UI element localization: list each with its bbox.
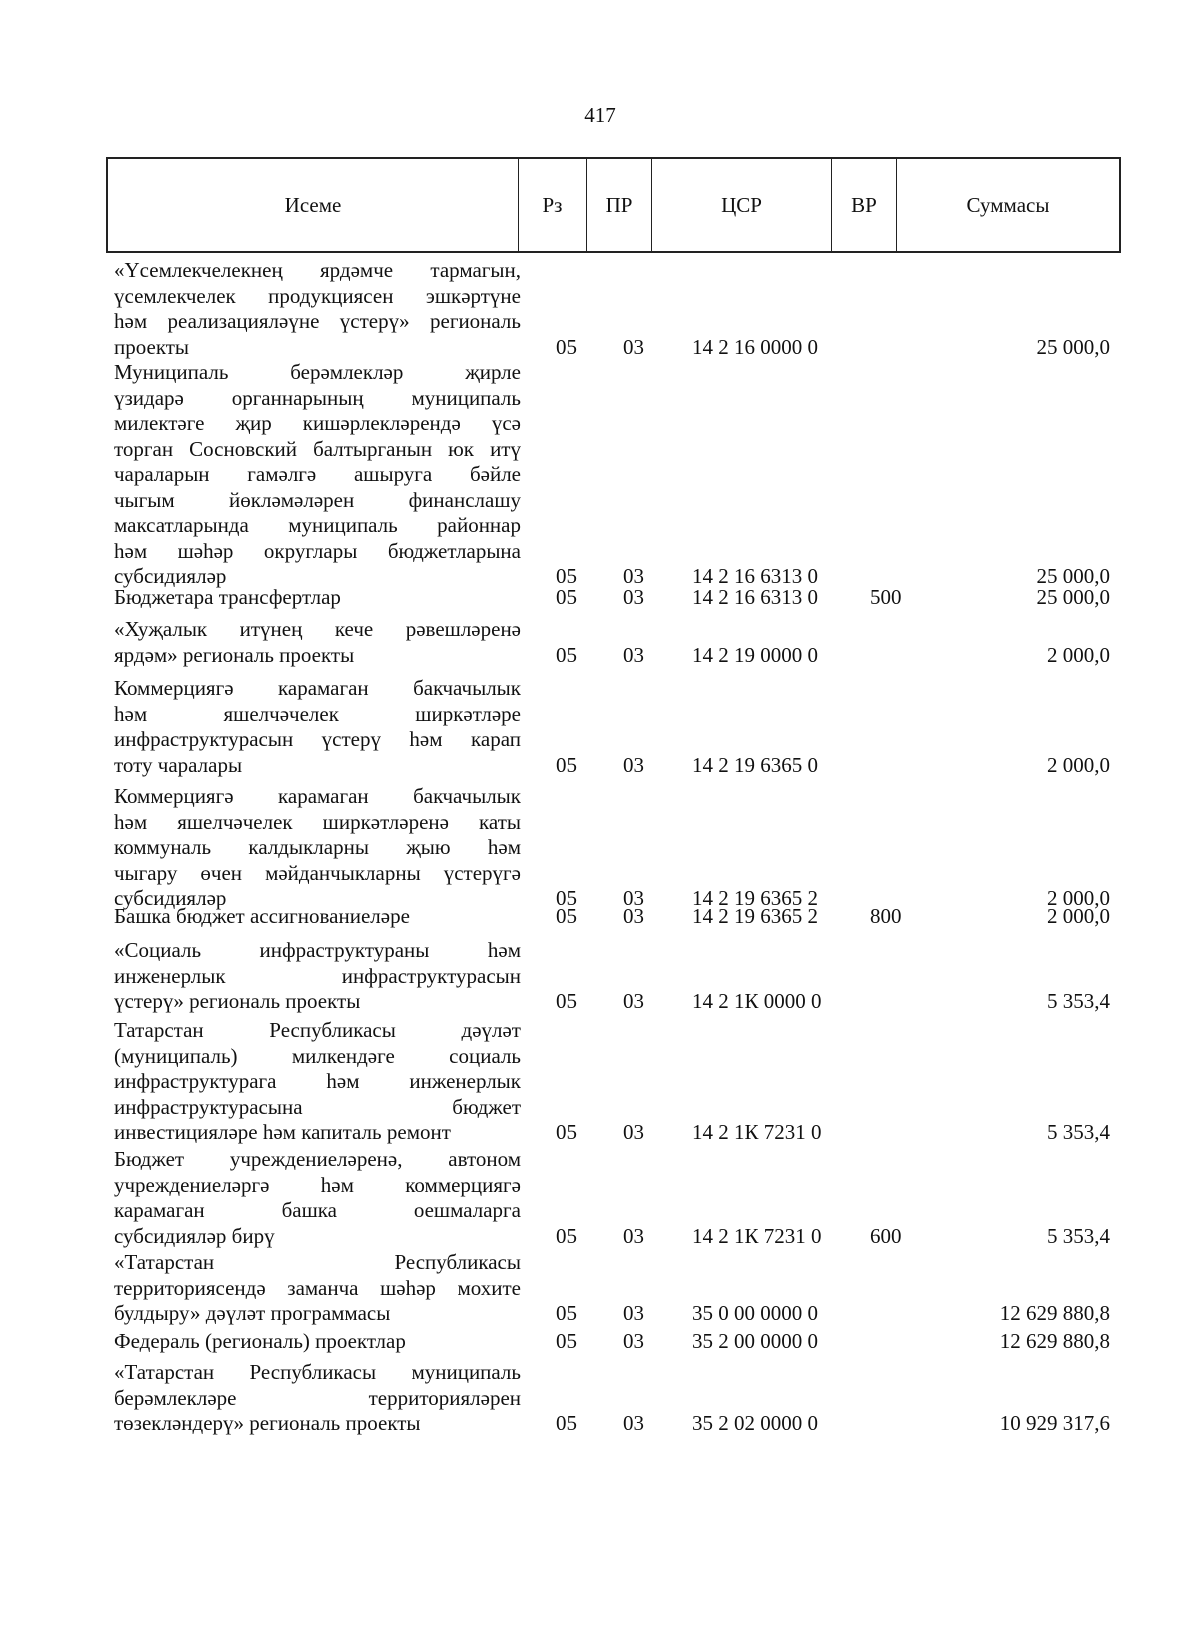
page-number: 417 [584, 103, 616, 127]
row-name-line: Федераль (региональ) проектлар [114, 1329, 406, 1353]
row-rz: 05 [556, 1411, 577, 1435]
row-vr: 500 [870, 585, 902, 609]
row-name-line: Бюджетара трансфертлар [114, 585, 341, 609]
row-name [114, 938, 521, 1015]
row-name [114, 360, 521, 590]
row-name [114, 1250, 521, 1327]
row-name-line: учреждениеләргә һәм коммерциягә [114, 1172, 521, 1197]
row-rz: 05 [556, 334, 577, 359]
header-rz: Рз [518, 159, 586, 251]
row-pr: 03 [623, 989, 644, 1013]
header-sum: Суммасы [896, 159, 1119, 251]
row-name [114, 784, 521, 912]
row-name-line: берәмлекләре территорияләрен [114, 1385, 521, 1410]
row-rz: 05 [556, 585, 577, 609]
row-name-line: территориясендә заманча шәһәр мохите [114, 1275, 521, 1300]
row-sum: 5 353,4 [1047, 1223, 1110, 1248]
row-name-line: «Хуҗалык итүнең кече рәвешләренә [114, 617, 521, 641]
row-csr: 14 2 1К 7231 0 [692, 1223, 822, 1248]
row-pr: 03 [623, 1120, 644, 1144]
row-rz: 05 [556, 1301, 577, 1325]
row-vr [870, 1301, 910, 1327]
row-rz: 05 [556, 989, 577, 1013]
row-rz: 05 [556, 904, 577, 928]
header-vr: ВР [831, 159, 896, 251]
row-csr: 14 2 19 6365 0 [692, 752, 818, 777]
row-sum: 2 000,0 [1047, 886, 1110, 910]
row-rz: 05 [556, 1329, 577, 1353]
row-name-line: субсидияләр [114, 564, 227, 588]
row-name-line: милектәге җир кишәрлекләрендә үсә [114, 411, 521, 435]
row-name-line: инфраструктурага һәм инженерлык [114, 1069, 521, 1093]
row-sum: 2 000,0 [1047, 642, 1110, 667]
row-name-line: карамаган башка оешмаларга [114, 1198, 521, 1222]
row-name-line: үстерү» региональ проекты [114, 989, 361, 1013]
row-name-line: һәм шәһәр округлары бюджетларына [114, 538, 521, 563]
row-vr [870, 989, 910, 1015]
row-pr: 03 [623, 564, 644, 588]
row-name-line: һәм яшелчәчелек ширкәтләре [114, 701, 521, 726]
table-header [106, 157, 1121, 253]
row-sum: 12 629 880,8 [999, 1329, 1110, 1353]
row-sum: 12 629 880,8 [999, 1301, 1110, 1325]
row-name-line: максатларында муниципаль районнар [114, 513, 521, 537]
row-rz: 05 [556, 1120, 577, 1144]
row-vr [870, 643, 910, 669]
row-name-line: Коммерциягә карамаган бакчачылык [114, 784, 521, 808]
row-name [114, 258, 521, 360]
row-csr: 14 2 19 0000 0 [692, 642, 818, 667]
row-name-line: чыгару өчен мәйданчыкларны үстерүгә [114, 860, 521, 885]
row-sum: 25 000,0 [1036, 334, 1110, 359]
row-pr: 03 [623, 904, 644, 928]
row-name-line: субсидияләр [114, 886, 227, 910]
row-name-line: Татарстан Республикасы дәүләт [114, 1018, 521, 1042]
row-name-line: һәм реализацияләүне үстерү» региональ [114, 309, 521, 333]
header-pr: ПР [586, 159, 651, 251]
row-pr: 03 [623, 585, 644, 609]
row-name-line: чыгым йөкләмәләрен финанслашу [114, 487, 521, 512]
row-name-line: Башка бюджет ассигнованиеләре [114, 904, 410, 928]
row-rz: 05 [556, 642, 577, 667]
row-csr: 35 0 00 0000 0 [692, 1301, 818, 1325]
row-csr: 14 2 16 6313 0 [692, 585, 818, 609]
row-name-line: коммуналь калдыкларны җыю һәм [114, 835, 521, 859]
row-name-line: Муниципаль берәмлекләр җирле [114, 360, 521, 384]
row-sum: 10 929 317,6 [999, 1411, 1110, 1435]
row-name-line: тоту чаралары [114, 752, 243, 777]
row-pr: 03 [623, 334, 644, 359]
row-csr: 35 2 00 0000 0 [692, 1329, 818, 1353]
row-csr: 14 2 19 6365 2 [692, 886, 818, 910]
row-name [114, 1360, 521, 1437]
row-name-line: «Үсемлекчелекнең ярдәмче тармагын, [114, 258, 521, 282]
row-name-line: инфраструктурасын үстерү һәм карап [114, 727, 521, 751]
row-pr: 03 [623, 1301, 644, 1325]
row-name-line: «Татарстан Республикасы [114, 1250, 521, 1274]
row-pr: 03 [623, 752, 644, 777]
row-name-line: инженерлык инфраструктурасын [114, 963, 521, 988]
row-name [114, 1147, 521, 1249]
row-vr [870, 1329, 910, 1355]
row-name-line: Бюджет учреждениеләренә, автоном [114, 1147, 521, 1171]
row-name-line: «Татарстан Республикасы муниципаль [114, 1360, 521, 1384]
row-pr: 03 [623, 1223, 644, 1248]
row-vr [870, 335, 910, 361]
row-name-line: (муниципаль) милкендәге социаль [114, 1043, 521, 1068]
row-name-line: торган Сосновский балтырганын юк итү [114, 436, 521, 461]
row-name-line: үсемлекчелек продукциясен эшкәртүне [114, 283, 521, 308]
row-csr: 14 2 19 6365 2 [692, 904, 818, 928]
row-name-line: инвестицияләре һәм капиталь ремонт [114, 1120, 451, 1144]
row-name [114, 676, 521, 778]
row-name-line: булдыру» дәүләт программасы [114, 1301, 391, 1325]
row-name-line: Коммерциягә карамаган бакчачылык [114, 676, 521, 700]
row-sum: 25 000,0 [1036, 564, 1110, 588]
row-name [114, 1329, 521, 1355]
row-name [114, 617, 521, 668]
row-csr: 14 2 16 6313 0 [692, 564, 818, 588]
row-vr [870, 1120, 910, 1146]
row-name-line: чараларын гамәлгә ашыруга бәйле [114, 462, 521, 486]
row-name [114, 1018, 521, 1146]
row-name-line: төзекләндерү» региональ проекты [114, 1411, 421, 1435]
row-name [114, 904, 521, 930]
header-csr: ЦСР [651, 159, 831, 251]
row-name-line: инфраструктурасына бюджет [114, 1094, 521, 1119]
row-pr: 03 [623, 1329, 644, 1353]
row-rz: 05 [556, 1223, 577, 1248]
row-pr: 03 [623, 1411, 644, 1435]
row-sum: 2 000,0 [1047, 752, 1110, 777]
header-name: Исеме [284, 192, 342, 217]
row-pr: 03 [623, 642, 644, 667]
row-vr [870, 1411, 910, 1437]
row-name-line: һәм яшелчәчелек ширкәтләренә каты [114, 809, 521, 834]
row-csr: 14 2 16 0000 0 [692, 334, 818, 359]
row-rz: 05 [556, 564, 577, 588]
row-sum: 25 000,0 [1036, 585, 1110, 609]
row-vr: 800 [870, 904, 902, 928]
row-csr: 14 2 1К 0000 0 [692, 989, 822, 1013]
row-name [114, 585, 521, 611]
row-csr: 35 2 02 0000 0 [692, 1411, 818, 1435]
row-name-line: субсидияләр бирү [114, 1223, 275, 1248]
row-name-line: үзидарә органнарының муниципаль [114, 385, 521, 410]
row-csr: 14 2 1К 7231 0 [692, 1120, 822, 1144]
row-rz: 05 [556, 752, 577, 777]
row-name-line: ярдәм» региональ проекты [114, 642, 355, 667]
row-vr: 600 [870, 1223, 902, 1248]
row-name-line: «Социаль инфраструктураны һәм [114, 938, 521, 962]
row-pr: 03 [623, 886, 644, 910]
row-name-line: проекты [114, 334, 190, 359]
row-sum: 5 353,4 [1047, 989, 1110, 1013]
row-rz: 05 [556, 886, 577, 910]
row-sum: 2 000,0 [1047, 904, 1110, 928]
row-sum: 5 353,4 [1047, 1120, 1110, 1144]
row-vr [870, 753, 910, 779]
